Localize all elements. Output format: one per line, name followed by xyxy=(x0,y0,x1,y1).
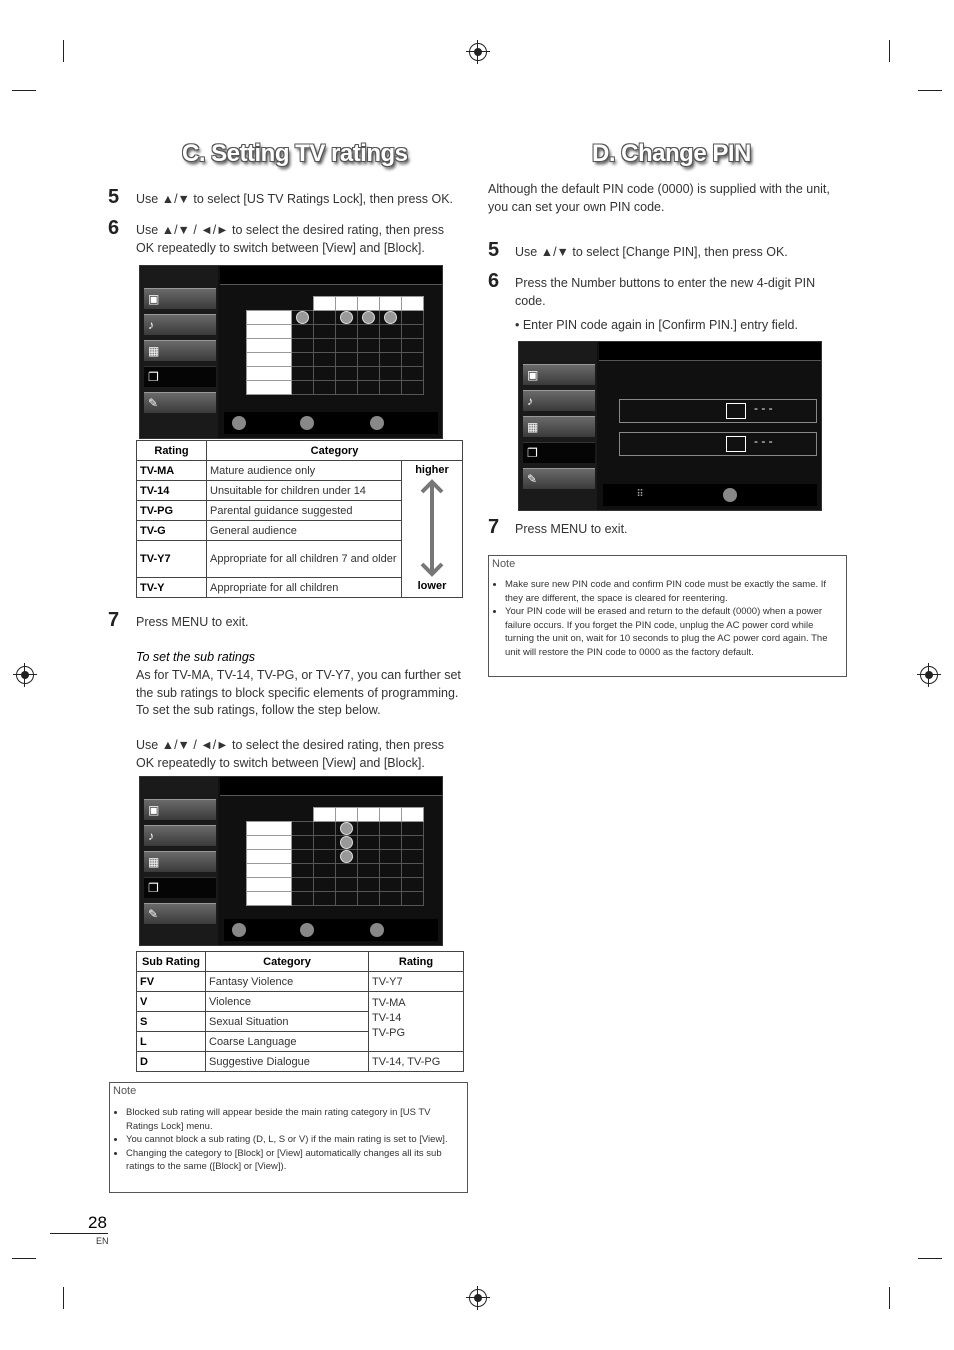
category-cell: Mature audience only xyxy=(207,461,402,481)
note-item: • Changing the category to [Block] or [View] automatically changes all its sub ratings to the same ([Block] or [View]). xyxy=(126,1147,462,1174)
step-6-line2: OK repeatedly to switch between [View] and [Block]. xyxy=(136,241,425,255)
page-rule xyxy=(50,1233,108,1234)
rating-cell xyxy=(369,992,464,1052)
category-cell: Violence xyxy=(206,992,369,1012)
registration-mark-icon xyxy=(469,1289,487,1307)
language-icon: ✎ xyxy=(527,472,538,486)
features-icon: ❐ xyxy=(148,881,159,895)
sub-rating-cell: V xyxy=(137,992,206,1012)
rating-cell: TV-14, TV-PG xyxy=(369,1052,464,1072)
category-cell: Appropriate for all children 7 and older xyxy=(207,541,402,578)
rating-cell: TV-MA xyxy=(137,461,207,481)
lock-icon xyxy=(340,822,353,835)
language-icon: ✎ xyxy=(148,907,159,921)
note-box xyxy=(109,1082,468,1193)
back-button-icon xyxy=(723,488,737,502)
grid-row-label[interactable] xyxy=(247,892,292,906)
pin-intro: you can set your own PIN code. xyxy=(488,200,665,214)
rating-value: TV-MA xyxy=(372,997,406,1009)
picture-icon: ▣ xyxy=(148,803,160,817)
category-cell: Fantasy Violence xyxy=(206,972,369,992)
page-number: 28 xyxy=(88,1213,107,1232)
note-list xyxy=(489,578,843,659)
step-number: 6 xyxy=(108,217,120,239)
step-5-text: Use ▲/▼ to select [Change PIN], then press OK. xyxy=(515,245,788,259)
menu-features-button[interactable] xyxy=(523,442,595,463)
sub-rating-grid xyxy=(246,807,424,906)
pin-dashes: - - - xyxy=(754,401,773,415)
note-item: • Make sure new PIN code and confirm PIN code must be exactly the same. If they are different, the space is cleared for reentering. xyxy=(505,578,843,605)
sub-rating-table xyxy=(136,951,464,1072)
sound-icon: ♪ xyxy=(527,394,533,408)
crop-mark xyxy=(889,40,890,62)
menu-footer-bar xyxy=(603,484,817,506)
crop-mark xyxy=(12,1258,36,1259)
grid-cell[interactable] xyxy=(358,311,380,325)
grid-row-label[interactable] xyxy=(247,864,292,878)
step-number: 7 xyxy=(108,609,120,631)
pin-digit-cursor xyxy=(726,436,746,452)
grid-row-label[interactable] xyxy=(247,311,292,325)
sub-ratings-text: the sub ratings to block specific elements of programming. xyxy=(136,686,459,700)
menu-setup-button[interactable] xyxy=(144,340,216,361)
menu-footer-bar xyxy=(224,412,438,434)
crop-mark xyxy=(63,1287,64,1309)
rating-cell: TV-PG xyxy=(137,501,207,521)
pin-digit-cursor xyxy=(726,403,746,419)
menu-language-button[interactable] xyxy=(144,903,216,924)
category-header: Category xyxy=(207,441,463,461)
note-list xyxy=(110,1106,462,1174)
rating-value: TV-14 xyxy=(372,1012,402,1024)
rating-cell: TV-14 xyxy=(137,481,207,501)
grid-cell[interactable] xyxy=(380,311,402,325)
step-6-line1: Press the Number buttons to enter the new 4-digit PIN xyxy=(515,276,816,290)
menu-title-bar xyxy=(599,342,821,361)
grid-row-label[interactable] xyxy=(247,878,292,892)
menu-picture-button[interactable] xyxy=(523,364,595,385)
lock-icon xyxy=(340,850,353,863)
category-cell: Coarse Language xyxy=(206,1032,369,1052)
grid-row-label[interactable] xyxy=(247,381,292,395)
sub-rating-cell: FV xyxy=(137,972,206,992)
step-6-bullet: • Enter PIN code again in [Confirm PIN.] entry field. xyxy=(515,318,798,332)
pin-intro: Although the default PIN code (0000) is supplied with the unit, xyxy=(488,182,830,196)
menu-sound-button[interactable] xyxy=(144,314,216,335)
change-pin-menu-screen xyxy=(518,341,822,511)
navigation-pad-icon xyxy=(232,923,246,937)
menu-features-button[interactable] xyxy=(144,877,216,898)
note-item: • You cannot block a sub rating (D, L, S or V) if the main rating is set to [View]. xyxy=(126,1133,462,1147)
step-7-text: Press MENU to exit. xyxy=(136,615,249,629)
tv-ratings-menu-screen xyxy=(139,265,443,439)
sub-ratings-text: To set the sub ratings, follow the step below. xyxy=(136,703,381,717)
setup-icon: ▦ xyxy=(148,855,160,869)
sub-rating-cell: D xyxy=(137,1052,206,1072)
sound-icon: ♪ xyxy=(148,829,154,843)
new-pin-field[interactable] xyxy=(619,399,817,423)
menu-sidebar xyxy=(140,777,218,945)
step-number: 7 xyxy=(488,516,500,538)
menu-language-button[interactable] xyxy=(144,392,216,413)
sub-rating-cell: L xyxy=(137,1032,206,1052)
section-heading-tv-ratings: C. Setting TV ratings xyxy=(182,140,408,167)
step-6-line2: code. xyxy=(515,294,546,308)
category-cell: Sexual Situation xyxy=(206,1012,369,1032)
step-number: 5 xyxy=(108,186,120,208)
sub-ratings-menu-screen xyxy=(139,776,443,946)
step-number: 6 xyxy=(488,270,500,292)
note-box xyxy=(488,555,847,677)
sub-ratings-text: OK repeatedly to switch between [View] and [Block]. xyxy=(136,756,425,770)
registration-mark-icon xyxy=(920,666,938,684)
higher-label: higher xyxy=(415,464,449,476)
sub-rating-header: Sub Rating xyxy=(137,952,206,972)
note-title: Note xyxy=(492,558,516,570)
rating-value: TV-PG xyxy=(372,1027,406,1039)
note-item: • Your PIN code will be erased and return to the default (0000) when a power failure occurs. If you forget the PIN code, unplug the AC power cord while turning the unit on, wait for 10 seconds to plug the AC power cord again. The unit will restore the PIN code to 0000 as the factory default. xyxy=(505,605,843,659)
crop-mark xyxy=(918,90,942,91)
menu-language-button[interactable] xyxy=(523,468,595,489)
rating-cell: TV-G xyxy=(137,521,207,541)
grid-row-label[interactable] xyxy=(247,367,292,381)
menu-sound-button[interactable] xyxy=(144,825,216,846)
menu-sound-button[interactable] xyxy=(523,390,595,411)
grid-cell[interactable] xyxy=(314,311,336,325)
category-cell: Unsuitable for children under 14 xyxy=(207,481,402,501)
category-cell: Suggestive Dialogue xyxy=(206,1052,369,1072)
note-title: Note xyxy=(113,1085,137,1097)
picture-icon: ▣ xyxy=(148,292,160,306)
menu-picture-button[interactable] xyxy=(144,288,216,309)
language-code: EN xyxy=(96,1236,109,1246)
rating-cell: TV-Y7 xyxy=(369,972,464,992)
lock-icon xyxy=(340,311,353,324)
grid-row-label[interactable] xyxy=(247,836,292,850)
grid-row-label[interactable] xyxy=(247,822,292,836)
lock-icon xyxy=(340,836,353,849)
step-7-text: Press MENU to exit. xyxy=(515,522,628,536)
grid-cell[interactable] xyxy=(336,311,358,325)
crop-mark xyxy=(918,1258,942,1259)
menu-setup-button[interactable] xyxy=(144,851,216,872)
ok-button-icon xyxy=(300,416,314,430)
grid-row-label[interactable] xyxy=(247,850,292,864)
category-cell: Parental guidance suggested xyxy=(207,501,402,521)
menu-title-bar xyxy=(220,777,442,796)
higher-lower-scale xyxy=(402,461,463,598)
number-buttons-icon: ⠿ xyxy=(636,489,644,500)
language-icon: ✎ xyxy=(148,396,159,410)
grid-row-label[interactable] xyxy=(247,325,292,339)
sub-rating-cell: S xyxy=(137,1012,206,1032)
grid-cell[interactable] xyxy=(292,311,314,325)
lock-icon xyxy=(296,311,309,324)
grid-cell[interactable] xyxy=(402,311,424,325)
step-6-line1: Use ▲/▼ / ◄/► to select the desired rating, then press xyxy=(136,223,444,237)
lower-label: lower xyxy=(417,580,447,592)
menu-sidebar xyxy=(140,266,218,438)
step-number: 5 xyxy=(488,239,500,261)
sub-ratings-text: As for TV-MA, TV-14, TV-PG, or TV-Y7, you can further set xyxy=(136,668,461,682)
sub-ratings-text: Use ▲/▼ / ◄/► to select the desired rating, then press xyxy=(136,738,444,752)
menu-setup-button[interactable] xyxy=(523,416,595,437)
setup-icon: ▦ xyxy=(148,344,160,358)
setup-icon: ▦ xyxy=(527,420,539,434)
menu-features-button[interactable] xyxy=(144,366,216,387)
confirm-pin-field[interactable] xyxy=(619,432,817,456)
rating-cell: TV-Y xyxy=(137,578,207,598)
double-arrow-icon xyxy=(420,478,444,578)
grid-row-label[interactable] xyxy=(247,353,292,367)
rating-table xyxy=(136,440,463,598)
grid-row-label[interactable] xyxy=(247,339,292,353)
step-5-text: Use ▲/▼ to select [US TV Ratings Lock], then press OK. xyxy=(136,192,453,206)
rating-header: Rating xyxy=(137,441,207,461)
crop-mark xyxy=(12,90,36,91)
features-icon: ❐ xyxy=(148,370,159,384)
menu-sidebar xyxy=(519,342,597,510)
section-heading-change-pin: D. Change PIN xyxy=(592,140,751,167)
lock-icon xyxy=(384,311,397,324)
picture-icon: ▣ xyxy=(527,368,539,382)
category-cell: General audience xyxy=(207,521,402,541)
rating-header: Rating xyxy=(369,952,464,972)
category-header: Category xyxy=(206,952,369,972)
sub-ratings-title: To set the sub ratings xyxy=(136,650,256,664)
back-button-icon xyxy=(370,923,384,937)
note-item: • Blocked sub rating will appear beside the main rating category in [US TV Ratings Lock] menu. xyxy=(126,1106,462,1133)
registration-mark-icon xyxy=(16,666,34,684)
menu-title-bar xyxy=(220,266,442,285)
crop-mark xyxy=(889,1287,890,1309)
rating-grid xyxy=(246,296,424,395)
crop-mark xyxy=(63,40,64,62)
navigation-pad-icon xyxy=(232,416,246,430)
ok-button-icon xyxy=(300,923,314,937)
menu-picture-button[interactable] xyxy=(144,799,216,820)
sound-icon: ♪ xyxy=(148,318,154,332)
back-button-icon xyxy=(370,416,384,430)
registration-mark-icon xyxy=(469,43,487,61)
pin-dashes: - - - xyxy=(754,434,773,448)
category-cell: Appropriate for all children xyxy=(207,578,402,598)
rating-cell: TV-Y7 xyxy=(137,541,207,578)
menu-footer-bar xyxy=(224,919,438,941)
features-icon: ❐ xyxy=(527,446,538,460)
lock-icon xyxy=(362,311,375,324)
